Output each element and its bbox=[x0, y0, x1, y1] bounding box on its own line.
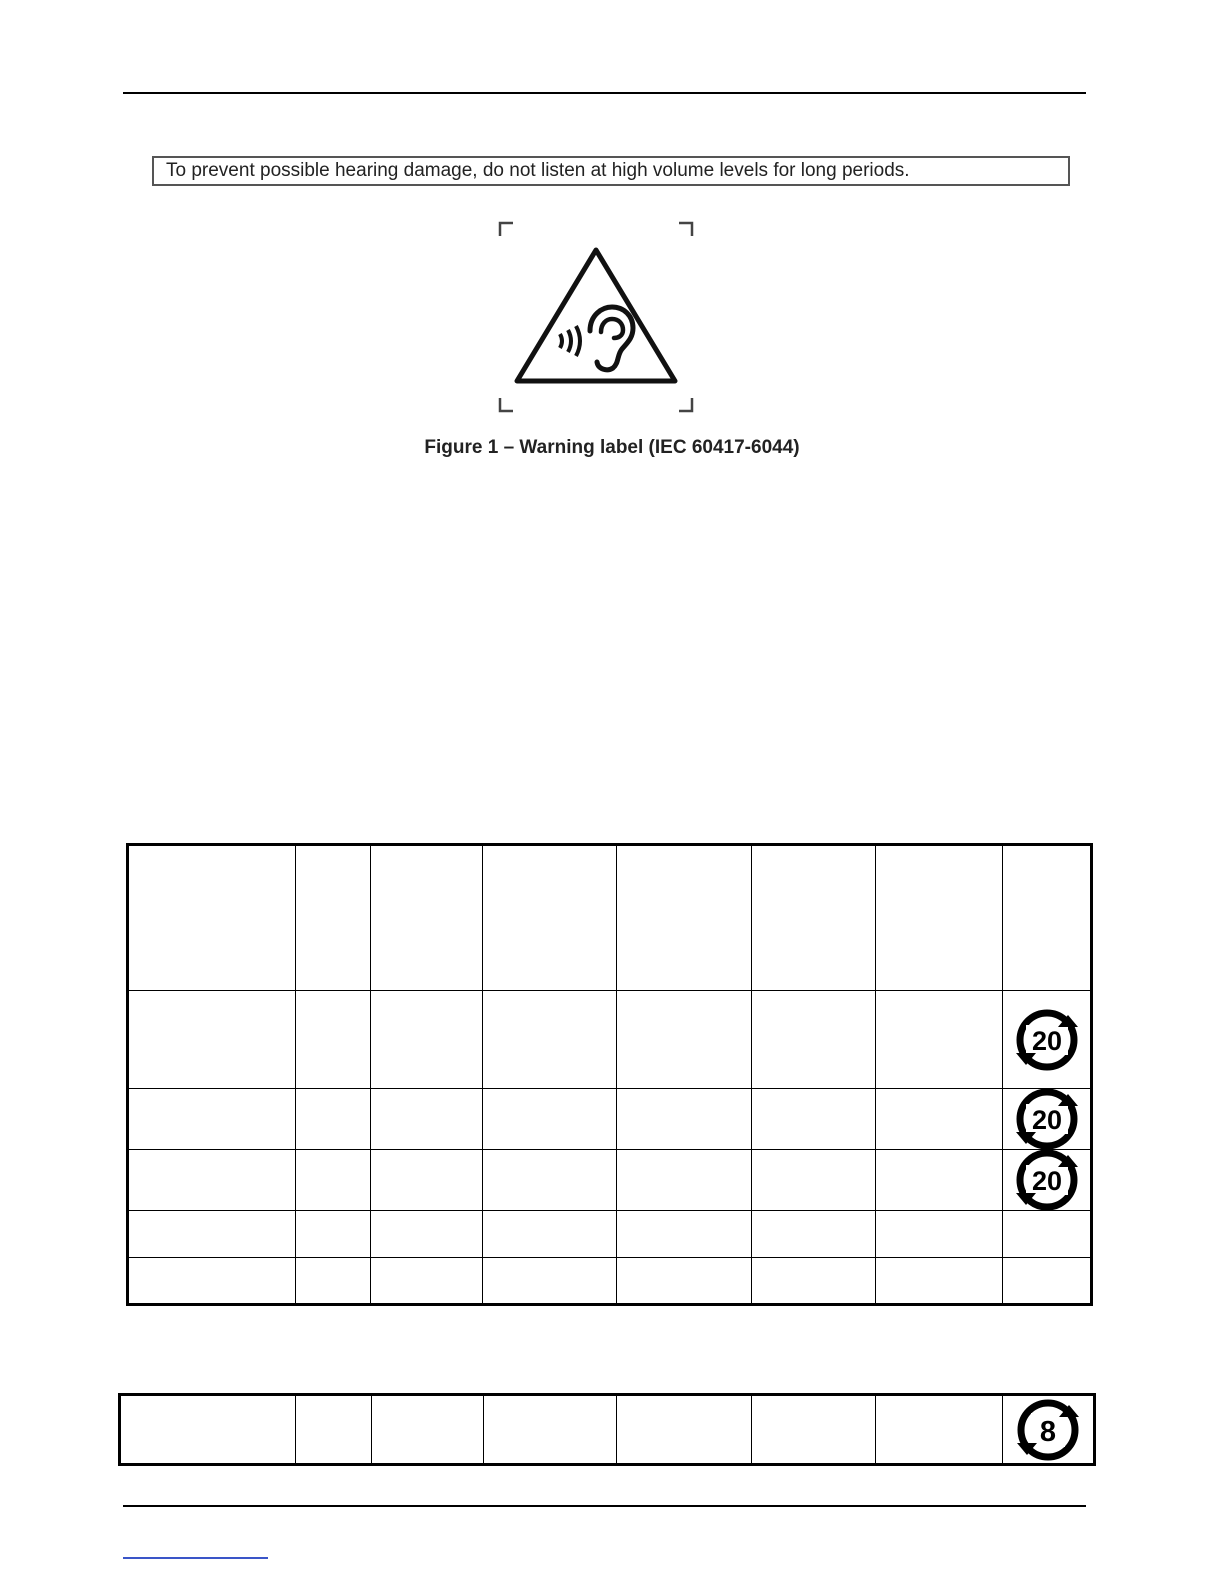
table-cell bbox=[371, 845, 483, 991]
table-cell bbox=[752, 1395, 876, 1465]
table-cell bbox=[483, 991, 617, 1089]
table-cell bbox=[371, 1089, 483, 1150]
hazardous-substances-table bbox=[126, 843, 1093, 1306]
epup-cell bbox=[1003, 1150, 1092, 1211]
table-cell bbox=[876, 1211, 1003, 1258]
table-cell bbox=[617, 991, 752, 1089]
table-cell bbox=[1003, 1258, 1092, 1305]
epup-cell bbox=[1003, 1089, 1092, 1150]
table-cell bbox=[296, 991, 371, 1089]
table-cell bbox=[483, 845, 617, 991]
table-cell bbox=[128, 1258, 296, 1305]
table-cell bbox=[752, 991, 876, 1089]
table-cell bbox=[128, 1150, 296, 1211]
epup-20-icon bbox=[1012, 1150, 1082, 1210]
footer-rule bbox=[123, 1505, 1086, 1507]
hearing-warning-text: To prevent possible hearing damage, do not listen at high volume levels for long periods. bbox=[166, 160, 910, 181]
table-cell bbox=[296, 1211, 371, 1258]
table-cell bbox=[617, 1089, 752, 1150]
hearing-damage-warning-icon bbox=[495, 218, 697, 418]
table-cell bbox=[372, 1395, 484, 1465]
table-cell bbox=[1003, 845, 1092, 991]
table-cell bbox=[617, 1211, 752, 1258]
table-cell bbox=[128, 845, 296, 991]
epup-years-label: 20 bbox=[1031, 1025, 1062, 1056]
table-cell bbox=[752, 1211, 876, 1258]
warning-label-figure bbox=[495, 218, 697, 418]
table-cell bbox=[483, 1258, 617, 1305]
table-row bbox=[128, 1089, 1092, 1150]
table-cell bbox=[484, 1395, 617, 1465]
header-rule bbox=[123, 92, 1086, 94]
hazardous-substances-table-accessory bbox=[118, 1393, 1096, 1466]
epup-years-label: 8 bbox=[1039, 1415, 1057, 1448]
table-cell bbox=[296, 1395, 372, 1465]
table-cell bbox=[752, 1150, 876, 1211]
table-cell bbox=[876, 1258, 1003, 1305]
table-cell bbox=[296, 1089, 371, 1150]
table-cell bbox=[483, 1211, 617, 1258]
table-cell bbox=[128, 1089, 296, 1150]
table-cell bbox=[483, 1150, 617, 1211]
table-cell bbox=[371, 1150, 483, 1211]
epup-20-icon bbox=[1012, 1007, 1082, 1073]
table-cell bbox=[876, 991, 1003, 1089]
table-cell bbox=[296, 845, 371, 991]
epup-cell bbox=[1003, 991, 1092, 1089]
table-cell bbox=[371, 1258, 483, 1305]
table-cell bbox=[876, 845, 1003, 991]
table-cell bbox=[617, 1150, 752, 1211]
epup-8-icon bbox=[1012, 1397, 1084, 1463]
table-cell bbox=[876, 1395, 1003, 1465]
epup-cell bbox=[1003, 1395, 1095, 1465]
table-cell bbox=[1003, 1211, 1092, 1258]
footer-link-underline[interactable] bbox=[123, 1557, 268, 1559]
table-cell bbox=[617, 1395, 752, 1465]
table-cell bbox=[752, 1258, 876, 1305]
epup-years-label: 20 bbox=[1031, 1166, 1062, 1196]
table-cell bbox=[296, 1258, 371, 1305]
figure-caption: Figure 1 – Warning label (IEC 60417-6044) bbox=[424, 437, 800, 458]
table-header-row bbox=[128, 845, 1092, 991]
table-row bbox=[128, 1258, 1092, 1305]
table-cell bbox=[617, 845, 752, 991]
table-cell bbox=[617, 1258, 752, 1305]
table-cell bbox=[120, 1395, 296, 1465]
epup-years-label: 20 bbox=[1031, 1105, 1062, 1135]
table-row bbox=[128, 991, 1092, 1089]
table-cell bbox=[876, 1089, 1003, 1150]
table-cell bbox=[128, 1211, 296, 1258]
table-cell bbox=[876, 1150, 1003, 1211]
table-cell bbox=[371, 1211, 483, 1258]
table-cell bbox=[752, 1089, 876, 1150]
table-cell bbox=[296, 1150, 371, 1211]
table-cell bbox=[128, 991, 296, 1089]
table-cell bbox=[752, 845, 876, 991]
table-row bbox=[128, 1150, 1092, 1211]
table-cell bbox=[483, 1089, 617, 1150]
table-row bbox=[120, 1395, 1095, 1465]
table-row bbox=[128, 1211, 1092, 1258]
table-cell bbox=[371, 991, 483, 1089]
epup-20-icon bbox=[1012, 1089, 1082, 1149]
hearing-warning-notice bbox=[152, 156, 1070, 186]
